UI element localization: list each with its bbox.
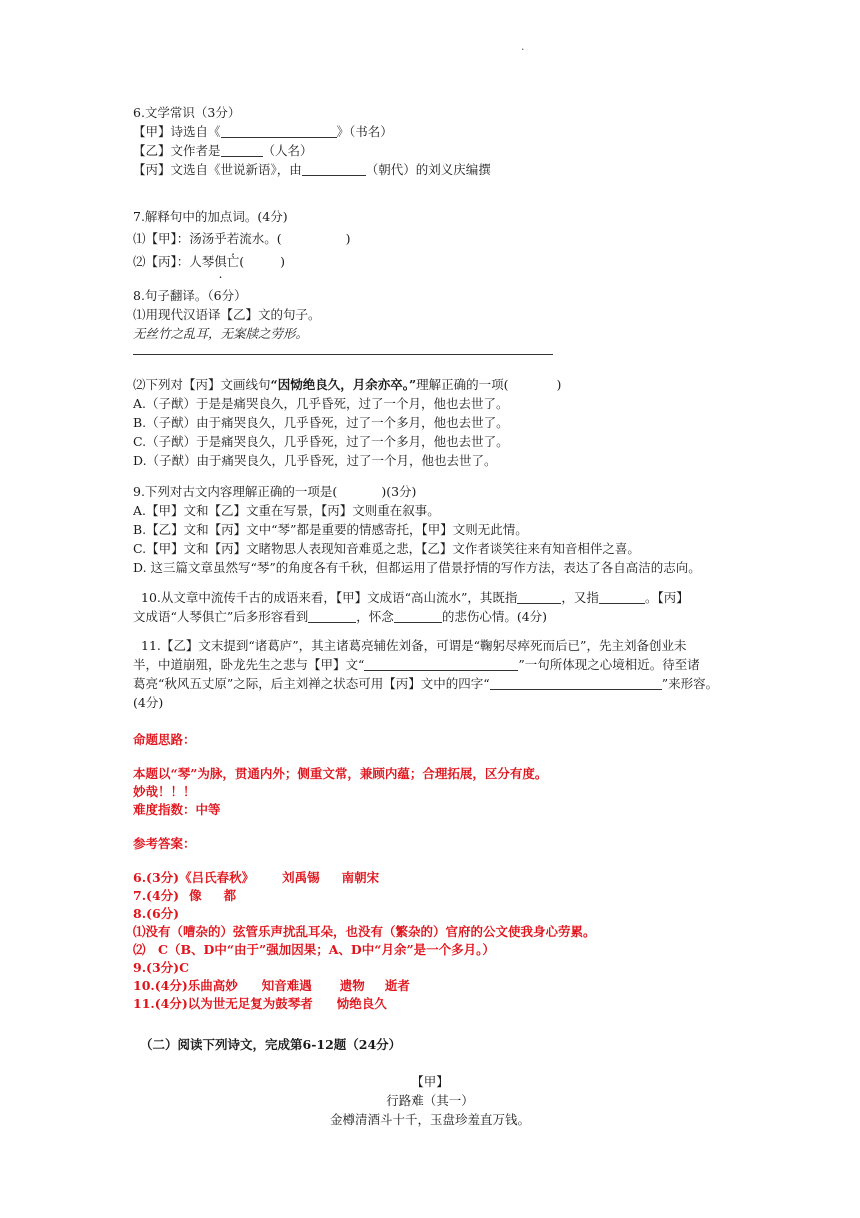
q8-sub2 <box>133 375 773 394</box>
q6-jia-suffix: 》（书名） <box>336 124 393 139</box>
q6-yi-line <box>133 141 773 160</box>
q7-item-1-text: ⑴【甲】：汤汤乎 <box>133 231 227 246</box>
question-8 <box>133 286 773 343</box>
q11-text-3: ”一句所体现之心境相近。待至诸 <box>518 657 700 672</box>
q8-sub1: ⑴用现代汉语译【乙】文的句子。 <box>133 307 321 322</box>
q9-title-text: 9.下列对古文内容理解正确的一项是( <box>133 484 338 499</box>
answer-8-2: ⑵ C（B、D中“由于”强加因果；A、D中“月余”是一个多月。） <box>133 942 495 957</box>
q11-text-5: ”来形容。 <box>661 676 719 691</box>
q8-sub2-text: ⑵下列对【丙】文画线句 <box>133 377 271 392</box>
question-11 <box>133 636 773 712</box>
q8-option-c: C.（子猷）于是痛哭良久，几乎昏死，过了一个多月，他也去世了。 <box>133 434 509 449</box>
q6-title: 6.文学常识（3分） <box>133 105 241 120</box>
q6-bing-text: 【丙】文选自《世说新语》，由 <box>133 162 302 177</box>
q6-jia-blank[interactable] <box>221 123 337 138</box>
q10-blank-3[interactable] <box>308 608 356 623</box>
answer-10-a: 10.(4分)乐曲高妙 <box>133 978 238 993</box>
q7-item-1-close: ) <box>345 231 351 246</box>
question-9 <box>133 482 773 577</box>
q11-line-3 <box>133 674 773 693</box>
q8-title: 8.句子翻译。（6分） <box>133 288 247 303</box>
q8-option-d: D.（子猷）由于痛哭良久，几乎昏死，过了一个月，他也去世了。 <box>133 453 497 468</box>
q6-yi-blank[interactable] <box>221 142 263 157</box>
poem-line: 金樽清酒斗十千，玉盘珍羞直万钱。 <box>329 1112 530 1127</box>
q10-blank-2[interactable] <box>599 589 645 604</box>
q9-option-b: B.【乙】文和【丙】文中“琴”都是重要的情感寄托，【甲】文则无此情。 <box>133 522 528 537</box>
answer-7 <box>133 887 773 905</box>
q7-item-1 <box>133 229 773 248</box>
q11-text-4: 葛亮“秋风五丈原”之际，后主刘禅之状态可用【丙】文中的四字“ <box>133 676 490 691</box>
q7-item-2-text-b: 亡( <box>226 254 245 269</box>
answer-9: 9.(3分)C <box>133 960 190 975</box>
difficulty: 难度指数：中等 <box>133 802 221 817</box>
q11-line-2 <box>133 655 773 674</box>
question-8-part-2 <box>133 375 773 470</box>
answer-10 <box>133 977 773 995</box>
q6-jia-text: 【甲】诗选自《 <box>133 124 221 139</box>
q10-text-5: ，怀念 <box>356 609 394 624</box>
q10-blank-4[interactable] <box>394 608 442 623</box>
answer-11-a: 11.(4分)以为世无足复为鼓琴者 <box>133 996 313 1011</box>
poem-title: 行路难（其一） <box>386 1093 474 1108</box>
answer-7-b: 像 <box>189 888 202 903</box>
q10-text-2: ，又指 <box>561 590 599 605</box>
q9-title-suffix: )(3分) <box>381 484 417 499</box>
q9-option-c: C.【甲】文和【丙】文睹物思人表现知音难觅之悲，【乙】文作者谈笑往来有知音相伴之喜。 <box>133 541 640 556</box>
section-2-heading: （二）阅读下列诗文，完成第6-12题（24分） <box>140 1037 402 1052</box>
q10-blank-1[interactable] <box>517 589 561 604</box>
q7-item-1-text-b: 流水。( <box>239 231 282 246</box>
answer-11-b: 恸绝良久 <box>336 996 387 1011</box>
q10-text-1: 10.从文章中流传千古的成语来看，【甲】文成语“高山流水”，其既指 <box>141 590 518 605</box>
q11-line-1 <box>133 636 773 655</box>
q8-sub2-close: ) <box>556 377 562 392</box>
q8-sub2-text-b: 理解正确的一项( <box>416 377 509 392</box>
answer-7-a: 7.(4分) <box>133 888 180 903</box>
q7-dotted-word-2: 俱 <box>214 254 227 269</box>
poem-tag: 【甲】 <box>411 1074 449 1089</box>
q10-line-1 <box>133 588 763 607</box>
idea-line-2: 妙哉！！！ <box>133 784 196 799</box>
q8-underlined-sentence: “因恸绝良久，月余亦卒。” <box>270 377 417 392</box>
q8-option-b: B.（子猷）由于痛哭良久，几乎昏死，过了一个多月，他也去世了。 <box>133 415 509 430</box>
answer-notes <box>133 731 773 1013</box>
answer-10-c: 遗物 <box>339 978 365 993</box>
answer-8: 8.(6分) <box>133 906 180 921</box>
q10-text-6: 的悲伤心情。(4分) <box>441 609 548 624</box>
q10-line-2 <box>133 607 763 626</box>
q7-item-2 <box>133 252 773 271</box>
q11-blank-2[interactable] <box>490 675 662 690</box>
answer-8-1: ⑴没有（嘈杂的）弦管乐声扰乱耳朵，也没有（繁杂的）官府的公文使我身心劳累。 <box>133 924 596 939</box>
answer-7-c: 都 <box>223 888 237 903</box>
q6-yi-text: 【乙】文作者是 <box>133 143 221 158</box>
q6-bing-line <box>133 160 773 179</box>
answer-title: 参考答案： <box>133 836 196 851</box>
q7-title: 7.解释句中的加点词。(4分) <box>133 209 288 224</box>
question-10 <box>133 588 763 626</box>
q9-option-d: D. 这三篇文章虽然写“琴”的角度各有千秋，但都运用了借景抒情的写作方法，表达了各自高洁的志向。 <box>133 560 701 575</box>
answer-10-b: 知音难遇 <box>261 978 312 993</box>
q8-answer-line[interactable] <box>133 354 553 355</box>
idea-title: 命题思路： <box>133 732 196 747</box>
answer-6-c: 南朝宋 <box>341 870 380 885</box>
idea-line-1: 本题以“琴”为脉，贯通内外；侧重文常，兼顾内蕴；合理拓展，区分有度。 <box>133 766 548 781</box>
q11-text-1: 11.【乙】文末提到“诸葛庐”，其主诸葛亮辅佐刘备，可谓是“鞠躬尽瘁死而后已”，先主刘备创业未 <box>141 638 687 653</box>
q10-text-3: 。【丙】 <box>644 590 689 605</box>
answer-6-a: 6.(3分)《吕氏春秋》 <box>133 870 255 885</box>
header-dot: . <box>521 40 525 53</box>
q6-bing-blank[interactable] <box>302 161 366 176</box>
question-7 <box>133 207 773 271</box>
answer-6-b: 刘禹锡 <box>282 870 320 885</box>
q11-line-4: (4分) <box>133 695 164 710</box>
q10-text-4: 文成语“人琴俱亡”后多形容看到 <box>133 609 309 624</box>
q6-yi-suffix: （人名） <box>262 143 313 158</box>
answer-11 <box>133 995 773 1013</box>
q9-option-a: A.【甲】文和【乙】文重在写景，【丙】文则重在叙事。 <box>133 503 440 518</box>
q9-title <box>133 482 773 501</box>
question-6 <box>133 103 773 179</box>
q7-dotted-word-1: 若 <box>226 231 240 246</box>
q8-sentence: 无丝竹之乱耳，无案牍之劳形。 <box>133 326 309 341</box>
answer-6 <box>133 869 773 887</box>
q6-jia-line <box>133 122 773 141</box>
q11-text-2: 半，中道崩殂，卧龙先生之悲与【甲】文“ <box>133 657 365 672</box>
q11-blank-1[interactable] <box>364 656 518 671</box>
answer-10-d: 逝者 <box>384 978 410 993</box>
q7-item-2-close: ) <box>280 254 286 269</box>
q8-option-a: A.（子猷）于是是痛哭良久，几乎昏死，过了一个月，他也去世了。 <box>133 396 509 411</box>
q6-bing-suffix: （朝代）的刘义庆编撰 <box>365 162 491 177</box>
q7-item-2-text: ⑵【丙】：人琴 <box>133 254 215 269</box>
